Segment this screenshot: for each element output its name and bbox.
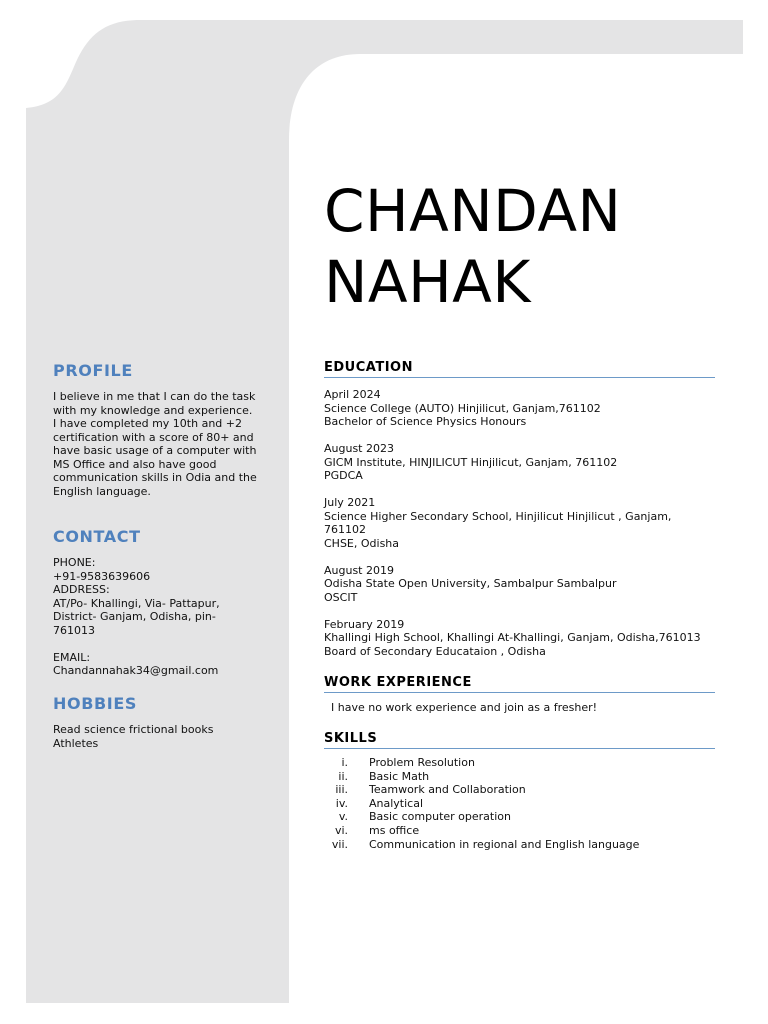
- profile-heading: PROFILE: [53, 361, 133, 380]
- education-date: April 2024: [324, 388, 381, 401]
- profile-text: [53, 390, 273, 498]
- first-name: CHANDAN: [324, 177, 622, 245]
- education-qualification: Bachelor of Science Physics Honours: [324, 415, 527, 428]
- skill-text: Communication in regional and English language: [369, 837, 640, 851]
- skill-number: v.: [338, 810, 348, 824]
- skills-list: [324, 756, 744, 851]
- education-qualification: Board of Secondary Educataion , Odisha: [324, 644, 546, 658]
- education-date: August 2023: [324, 442, 394, 455]
- skill-item: [324, 810, 744, 824]
- profile-line: certification with a score of 80+ and: [53, 430, 254, 444]
- education-qualification: PGDCA: [324, 469, 363, 482]
- skill-number: iv.: [335, 796, 348, 810]
- skill-text: Basic Math: [369, 769, 430, 783]
- phone-number: +91-9583639606: [53, 569, 151, 583]
- education-qualification: CHSE, Odisha: [324, 536, 400, 550]
- skill-item: [324, 770, 744, 784]
- skill-number: iii.: [335, 783, 348, 797]
- education-list: [324, 388, 724, 658]
- phone-label: PHONE:: [53, 556, 96, 569]
- skill-item: [324, 756, 744, 770]
- skill-number: ii.: [338, 769, 348, 783]
- email-label: EMAIL:: [53, 650, 91, 664]
- skill-text: Analytical: [369, 796, 424, 810]
- email-address: Chandannahak34@gmail.com: [53, 664, 219, 677]
- address-line: 761013: [53, 623, 95, 637]
- education-institution: GICM Institute, HINJILICUT Hinjilicut, Ganjam, 761102: [324, 455, 618, 469]
- profile-line: communication skills in Odia and the: [53, 471, 257, 484]
- profile-line: I have completed my 10th and +2: [53, 417, 242, 430]
- skill-item: [324, 797, 744, 811]
- skills-heading: SKILLS: [324, 731, 715, 749]
- work-experience-text: I have no work experience and join as a fresher!: [331, 701, 598, 714]
- skill-text: ms office: [369, 823, 420, 837]
- profile-line: I believe in me that I can do the task: [53, 390, 256, 403]
- education-institution: Science Higher Secondary School, Hinjilicut Hinjilicut , Ganjam,: [324, 509, 672, 523]
- contact-text: [53, 556, 273, 678]
- skill-item: [324, 824, 744, 838]
- hobbies-heading: HOBBIES: [53, 694, 137, 713]
- education-heading: EDUCATION: [324, 360, 715, 378]
- hobby-item: Athletes: [53, 736, 99, 750]
- education-date: July 2021: [324, 496, 376, 509]
- skill-number: vi.: [334, 823, 348, 837]
- hobbies-list: [53, 723, 273, 750]
- skill-item: [324, 838, 744, 852]
- skill-text: Basic computer operation: [369, 810, 511, 824]
- candidate-name: [324, 176, 754, 318]
- address-line: District- Ganjam, Odisha, pin-: [53, 610, 216, 623]
- education-date: August 2019: [324, 563, 394, 577]
- skill-number: i.: [341, 756, 348, 769]
- last-name: NAHAK: [324, 248, 531, 316]
- skill-item: [324, 783, 744, 797]
- work-experience-heading: WORK EXPERIENCE: [324, 675, 715, 693]
- education-institution: Science College (AUTO) Hinjilicut, Ganjam,761102: [324, 401, 601, 415]
- education-institution: Odisha State Open University, Sambalpur Sambalpur: [324, 577, 617, 590]
- contact-heading: CONTACT: [53, 527, 141, 546]
- profile-line: MS Office and also have good: [53, 457, 217, 471]
- profile-line: with my knowledge and experience.: [53, 403, 253, 417]
- skill-text: Problem Resolution: [369, 756, 475, 769]
- education-qualification: OSCIT: [324, 590, 358, 604]
- profile-line: have basic usage of a computer with: [53, 444, 257, 457]
- skill-text: Teamwork and Collaboration: [369, 783, 526, 797]
- education-institution: Khallingi High School, Khallingi At-Khallingi, Ganjam, Odisha,761013: [324, 631, 701, 644]
- education-date: February 2019: [324, 617, 405, 631]
- address-line: AT/Po- Khallingi, Via- Pattapur,: [53, 596, 220, 610]
- skill-number: vii.: [331, 837, 348, 851]
- education-institution-cont: 761102: [324, 523, 366, 536]
- address-label: ADDRESS:: [53, 583, 110, 596]
- profile-line: English language.: [53, 484, 151, 498]
- hobby-item: Read science frictional books: [53, 723, 214, 736]
